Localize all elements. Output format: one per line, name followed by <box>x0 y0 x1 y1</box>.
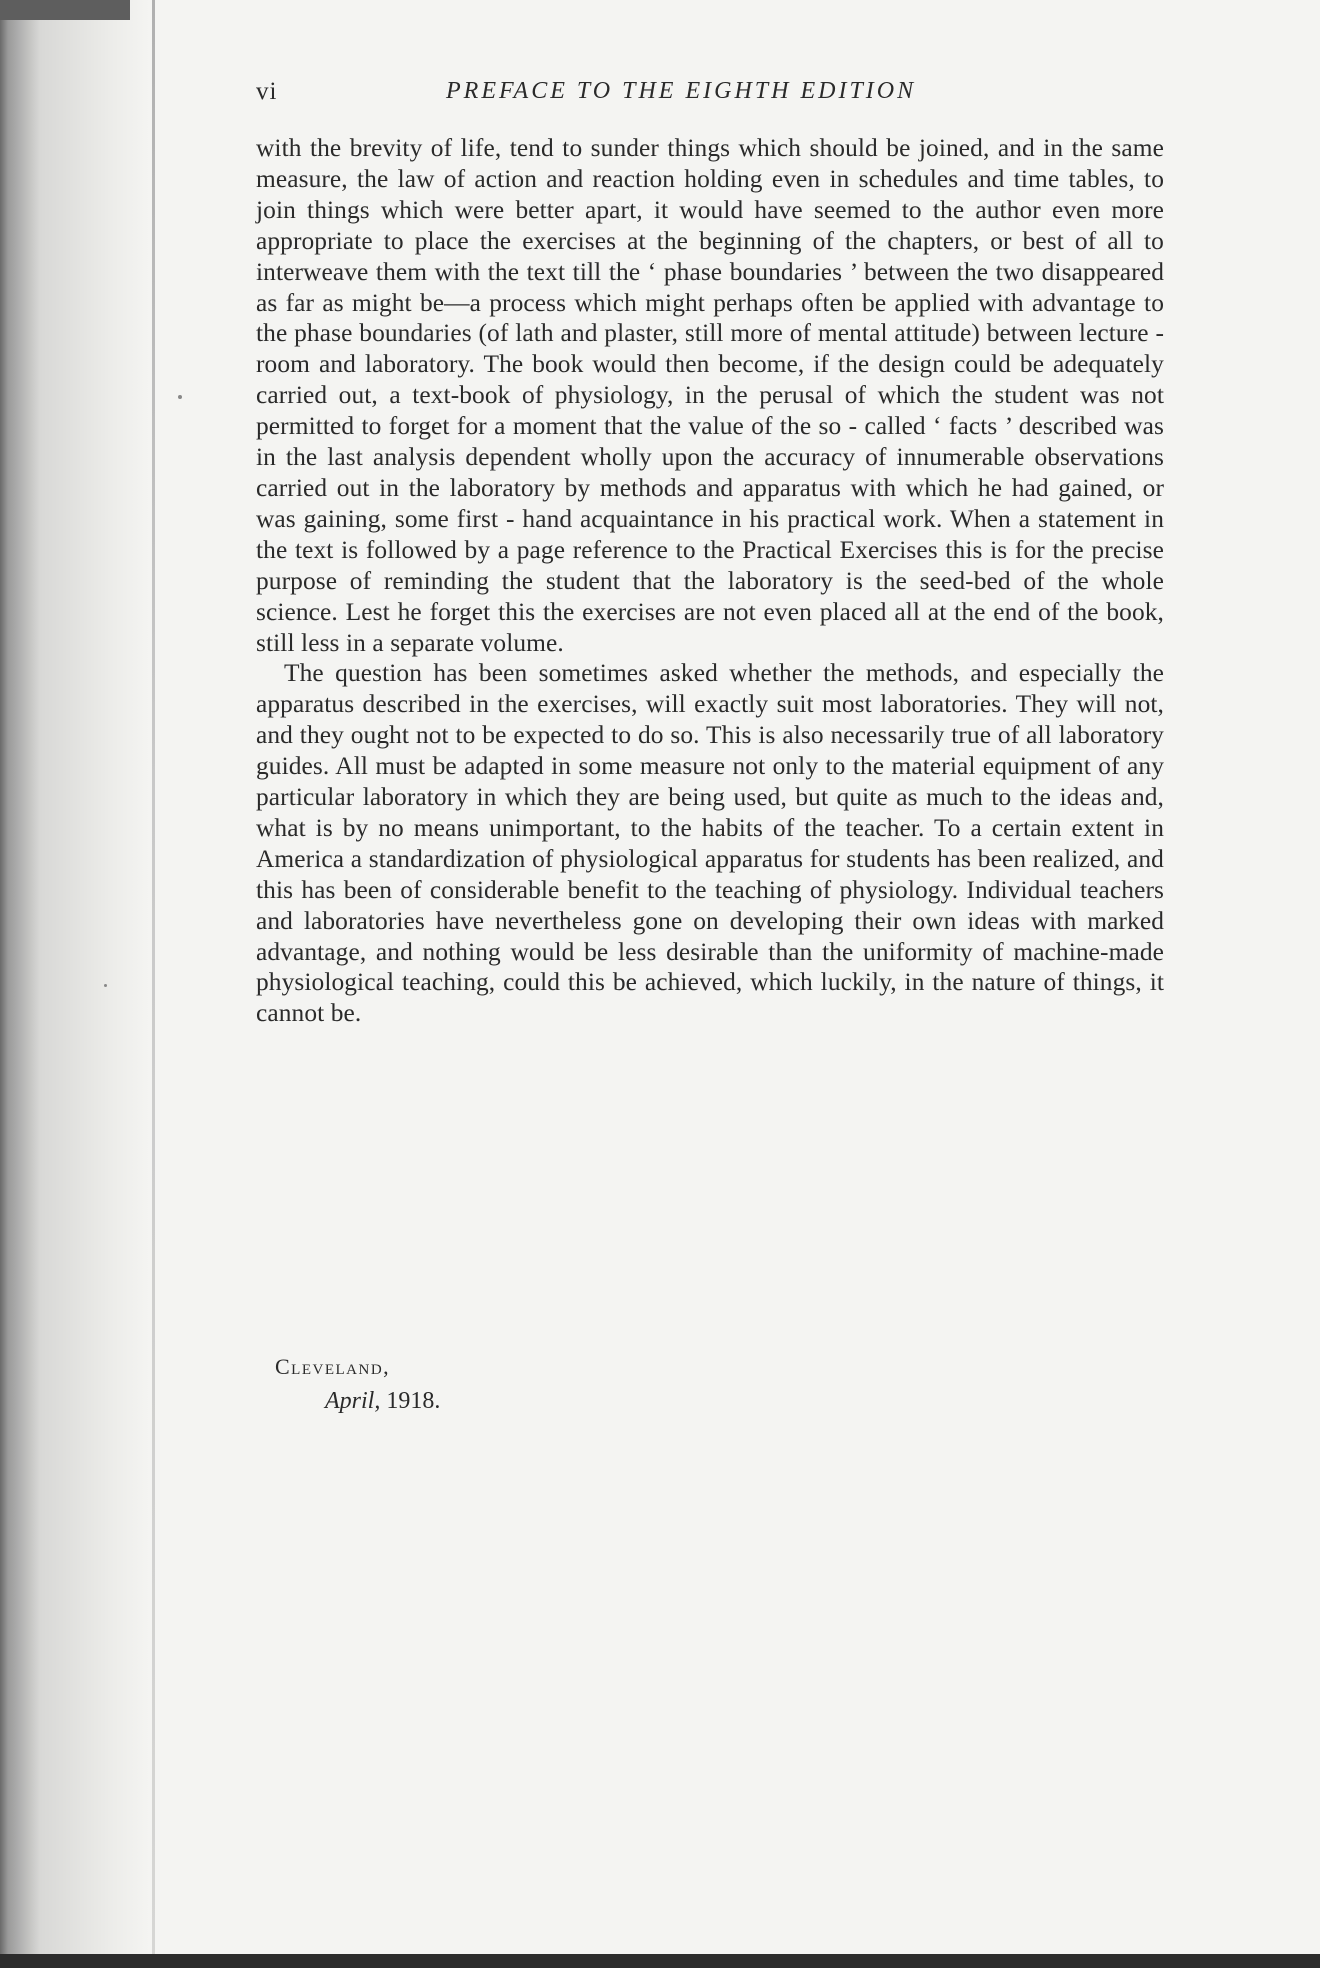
text-line: to forget for a moment that the value of the so - called ‘ facts ’ <box>361 412 1019 441</box>
text-line: might perhaps often be applied with advantage to the phase <box>256 288 1164 348</box>
text-line: Exercises this is for the precise purpose of reminding the student <box>256 535 1164 595</box>
page-gutter <box>152 0 155 1968</box>
text-line: and in the same measure, the law of action and reaction holding <box>256 134 1164 193</box>
text-line: boundaries (of lath and plaster, still more of mental attitude) <box>359 319 987 348</box>
running-head: PREFACE TO THE EIGHTH EDITION <box>446 78 917 104</box>
signature-date <box>275 1384 440 1418</box>
text-line: expected to do so. This is also necessarily true of all laboratory <box>513 721 1164 750</box>
page-number: vi <box>256 78 278 105</box>
text-line: to place the exercises at the beginning of the chapters, or best of <box>383 226 1108 255</box>
text-line: nevertheless gone on developing their own ideas with marked <box>495 906 1164 935</box>
text-line: which luckily, in the nature of things, it cannot be. <box>256 968 1165 1028</box>
text-line: of physiology, in the perusal of which the student was not permitted <box>256 381 1164 441</box>
text-line: statement in the text is followed by a page reference to the Practical <box>256 504 1164 564</box>
page-edge-shadow <box>0 0 150 1968</box>
text-line: teaching of physiology. Individual teachers and laboratories have <box>256 875 1164 935</box>
text-line: apart, it would have seemed to the author even more appropriate <box>256 195 1164 255</box>
signature-year: 1918. <box>386 1388 441 1414</box>
text-line: book, still less in a separate volume. <box>256 597 1164 657</box>
text-line: has been realized, and this has been of considerable benefit to the <box>256 844 1164 904</box>
text-line: accuracy of innumerable observations carried out in the laboratory <box>256 443 1164 502</box>
text-line: being used, but quite as much to the ideas and, what is by no means <box>256 783 1164 842</box>
text-line: some first - hand acquaintance in his practical work. When a <box>394 504 1038 533</box>
text-line: suit most laboratories. They will not, and they ought not to be <box>256 690 1164 750</box>
text-line: America a standardization of physiological apparatus for students <box>256 844 937 873</box>
text-line: and especially the apparatus described in the exercises, will exactly <box>256 659 1164 719</box>
body-text <box>256 133 1164 1029</box>
text-line: of machine-made physiological teaching, could this be achieved, <box>256 937 1164 997</box>
text-line: even in schedules and time tables, to join things which were better <box>256 164 1164 224</box>
paragraph-1 <box>256 133 1164 658</box>
signature-block <box>275 1350 440 1418</box>
text-line: forget this the exercises are not even placed all at the end of the <box>429 597 1107 626</box>
page-header <box>256 78 986 114</box>
text-line: that the laboratory is the seed-bed of the whole science. Lest he <box>256 566 1164 626</box>
text-line: with the brevity of life, tend to sunder things which should be joined, <box>256 134 998 162</box>
scan-speck <box>104 984 107 987</box>
text-line: material equipment of any particular laboratory in which they are <box>256 752 1164 812</box>
text-line: between the two disappeared as far as might be—a process which <box>256 257 1164 317</box>
text-line: all to interweave them with the text till the ‘ phase boundaries ’ <box>256 226 1164 286</box>
signature-place: Cleveland, <box>275 1354 391 1379</box>
text-line: become, if the design could be adequately carried out, a text-book <box>256 350 1164 410</box>
text-line: between lecture - room and laboratory. The book would then <box>256 319 1165 379</box>
text-line: guides. All must be adapted in some measure not only to the <box>256 752 892 781</box>
text-line: by methods and apparatus with which he had gained, or was gaining, <box>256 473 1164 533</box>
text-line: described was in the last analysis dependent wholly upon the <box>256 412 1164 472</box>
text-line: unimportant, to the habits of the teacher. To a certain extent in <box>489 813 1164 842</box>
signature-month: April, <box>325 1388 381 1414</box>
paragraph-2 <box>256 658 1164 1029</box>
text-line: The question has been sometimes asked whether the methods, <box>284 659 971 688</box>
scan-speck <box>178 395 182 399</box>
scan-corner <box>0 0 130 20</box>
scan-bottom-edge <box>0 1954 1320 1968</box>
text-line: advantage, and nothing would be less desirable than the uniformity <box>256 937 983 966</box>
